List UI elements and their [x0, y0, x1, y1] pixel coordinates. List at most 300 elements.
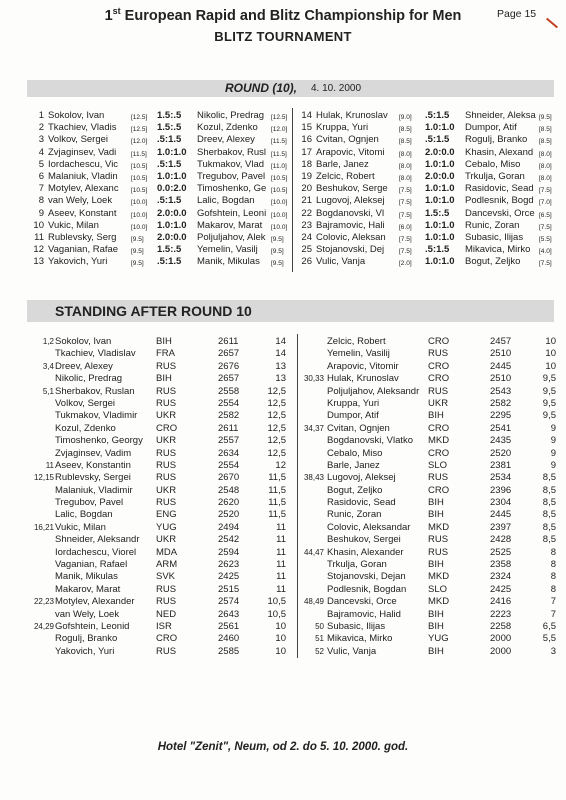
points: 12 — [275, 459, 286, 471]
white-rating: [10.5] — [131, 187, 148, 195]
standing-row — [298, 522, 566, 534]
points: 12,5 — [267, 385, 286, 397]
black-player: Timoshenko, Ge — [197, 183, 267, 195]
black-rating: [10.0] — [271, 199, 288, 207]
standing-row — [26, 460, 296, 472]
rating: 2304 — [490, 497, 512, 509]
pairing-row — [298, 244, 560, 256]
white-rating: [9.5] — [131, 248, 144, 256]
board-number: 16 — [301, 134, 312, 146]
points: 11 — [276, 534, 286, 546]
pairing-row — [298, 159, 560, 171]
white-player: Kruppa, Yuri — [316, 122, 369, 134]
federation: RUS — [156, 385, 177, 397]
black-rating: [9.5] — [539, 114, 552, 121]
pairing-row — [298, 208, 560, 220]
player-name: Tkachiev, Vladislav — [55, 348, 136, 360]
rating: 2585 — [218, 645, 240, 657]
white-player: Bogdanovski, Vl — [316, 207, 385, 219]
black-player: Gofshtein, Leoni — [197, 207, 267, 219]
black-player: Yemelin, Vasilj — [197, 244, 258, 256]
federation: UKR — [156, 534, 177, 546]
points: 8,5 — [542, 534, 556, 546]
player-name: Runic, Zoran — [327, 509, 382, 521]
game-score: .5:1.5 — [425, 134, 450, 146]
federation: RUS — [428, 534, 449, 546]
standing-row — [298, 534, 566, 546]
points: 11,5 — [268, 472, 286, 484]
board-number: 6 — [38, 170, 44, 182]
points: 11,5 — [268, 484, 286, 496]
points: 9,5 — [542, 397, 556, 409]
white-player: Vukic, Milan — [48, 219, 99, 231]
player-name: Hulak, Krunoslav — [327, 373, 399, 385]
federation: CRO — [428, 360, 450, 372]
federation: BIH — [428, 559, 444, 571]
black-player: Khasin, Alexand — [465, 146, 534, 158]
points: 8 — [550, 583, 556, 595]
rating: 2561 — [218, 620, 240, 632]
player-name: Khasin, Alexander — [327, 546, 404, 558]
game-score: 1.5:.5 — [157, 110, 182, 121]
rating: 2510 — [490, 348, 512, 360]
white-player: Arapovic, Vitomi — [316, 146, 385, 158]
game-score: 2.0:0.0 — [157, 231, 187, 243]
black-rating: [9.5] — [271, 235, 284, 243]
points: 9 — [550, 459, 556, 471]
rating: 2657 — [218, 373, 240, 385]
points: 12,5 — [267, 410, 286, 422]
black-player: Dreev, Alexey — [197, 134, 255, 146]
standing-row — [298, 423, 566, 435]
game-score: .5:1.5 — [425, 244, 450, 256]
points: 11 — [276, 583, 286, 595]
player-name: Gofshtein, Leonid — [55, 620, 130, 632]
black-player: Lalic, Bogdan — [197, 195, 255, 207]
points: 11 — [276, 521, 286, 533]
white-rating: [9.5] — [131, 260, 144, 268]
white-player: Bajramovic, Hali — [316, 219, 385, 231]
white-rating: [7.5] — [399, 211, 412, 219]
black-player: Rasidovic, Sead — [465, 183, 534, 195]
points: 11,5 — [268, 509, 286, 521]
rank: 22,23 — [33, 597, 54, 607]
black-rating: [7.0] — [539, 199, 552, 207]
player-name: van Wely, Loek — [55, 608, 120, 620]
board-number: 10 — [33, 219, 44, 231]
points: 9 — [550, 422, 556, 434]
page-subtitle: BLITZ TOURNAMENT — [214, 29, 352, 44]
black-rating: [12.0] — [271, 126, 288, 134]
points: 8,5 — [542, 521, 556, 533]
standing-row — [26, 522, 296, 534]
points: 10 — [275, 620, 286, 632]
points: 9,5 — [542, 385, 556, 397]
standing-row — [26, 584, 296, 596]
white-player: Volkov, Sergei — [48, 134, 109, 146]
black-player: Podlesnik, Bogd — [465, 195, 534, 207]
pairing-row — [298, 220, 560, 232]
standing-row — [298, 398, 566, 410]
white-player: Tkachiev, Vladis — [48, 122, 117, 134]
rating: 2534 — [490, 472, 512, 484]
points: 7 — [550, 608, 556, 620]
standing-row — [26, 497, 296, 509]
white-rating: [7.5] — [399, 235, 412, 243]
pairing-row — [298, 122, 560, 134]
board-number: 17 — [301, 146, 312, 158]
federation: RUS — [156, 472, 177, 484]
game-score: 1.0:1.0 — [157, 219, 187, 231]
rating: 2582 — [490, 397, 512, 409]
points: 10 — [545, 348, 556, 360]
pairing-row — [30, 244, 292, 256]
white-player: Zvjaginsev, Vadi — [48, 146, 117, 158]
board-number: 18 — [301, 158, 312, 170]
pairings-table-right — [298, 110, 560, 268]
points: 8,5 — [542, 497, 556, 509]
black-player: Bogut, Zeljko — [465, 256, 521, 268]
standing-row — [26, 485, 296, 497]
board-number: 24 — [301, 231, 312, 243]
black-rating: [11.5] — [271, 150, 287, 158]
player-name: Mikavica, Mirko — [327, 633, 393, 645]
game-score: 1.0:1.0 — [157, 170, 187, 182]
player-name: Beshukov, Sergei — [327, 534, 401, 546]
pairings-table-left — [30, 110, 292, 268]
board-number: 2 — [38, 122, 44, 134]
federation: UKR — [156, 484, 177, 496]
federation: BIH — [428, 509, 444, 521]
standing-row — [26, 571, 296, 583]
player-name: Manik, Mikulas — [55, 571, 118, 583]
federation: BIH — [428, 620, 444, 632]
black-player: Sherbakov, Rusl — [197, 146, 266, 158]
standing-row — [26, 336, 296, 348]
white-player: Aseev, Konstant — [48, 207, 117, 219]
rating: 2494 — [218, 521, 240, 533]
rating: 2425 — [490, 583, 512, 595]
black-rating: [4.0] — [539, 248, 552, 256]
standing-row — [26, 547, 296, 559]
black-rating: [9.5] — [271, 248, 284, 256]
federation: CRO — [428, 484, 450, 496]
white-player: Vulic, Vanja — [316, 256, 366, 268]
standing-row — [298, 336, 566, 348]
player-name: Subasic, Ilijas — [327, 620, 386, 632]
player-name: Zelcic, Robert — [327, 336, 386, 347]
federation: SLO — [428, 459, 448, 471]
rating: 2548 — [218, 484, 240, 496]
player-name: Volkov, Sergei — [55, 397, 116, 409]
white-player: Zelcic, Robert — [316, 170, 375, 182]
white-player: Barle, Janez — [316, 158, 369, 170]
federation: BIH — [156, 373, 172, 385]
black-player: Dancevski, Orce — [465, 207, 535, 219]
player-name: Bajramovic, Halid — [327, 608, 401, 620]
white-player: Motylev, Alexanc — [48, 183, 119, 195]
player-name: Rogulj, Branko — [55, 633, 118, 645]
player-name: Tregubov, Pavel — [55, 497, 124, 509]
black-player: Kozul, Zdenko — [197, 122, 258, 134]
game-score: 1.0:1.0 — [157, 146, 187, 158]
points: 10,5 — [267, 596, 286, 608]
rank: 11 — [45, 460, 54, 470]
points: 9 — [550, 447, 556, 459]
white-player: Vaganian, Rafae — [48, 244, 119, 256]
points: 7 — [550, 596, 556, 608]
rating: 2611 — [218, 422, 239, 434]
pairing-row — [30, 208, 292, 220]
rating: 2515 — [218, 583, 240, 595]
game-score: 1.0:1.0 — [425, 122, 455, 134]
standing-heading: STANDING AFTER ROUND 10 — [55, 303, 252, 319]
board-number: 22 — [301, 207, 312, 219]
black-rating: [11.0] — [271, 162, 287, 170]
pairing-row — [30, 183, 292, 195]
rating: 2520 — [218, 509, 240, 521]
footer-venue: Hotel "Zenit", Neum, od 2. do 5. 10. 2000. god. — [157, 741, 409, 753]
board-number: 9 — [38, 207, 44, 219]
board-number: 7 — [38, 183, 44, 195]
standing-row — [26, 609, 296, 621]
federation: RUS — [156, 596, 177, 608]
federation: SLO — [428, 583, 448, 595]
player-name: Makarov, Marat — [55, 583, 121, 595]
white-rating: [6.0] — [399, 223, 412, 231]
points: 11,5 — [268, 497, 286, 509]
game-score: 1.0:1.0 — [425, 195, 455, 207]
game-score: 1.5:.5 — [157, 244, 182, 256]
game-score: 2.0:0.0 — [425, 146, 455, 158]
white-rating: [9.5] — [131, 235, 144, 243]
player-name: Dancevski, Orce — [327, 596, 397, 608]
game-score: .5:1.5 — [157, 134, 182, 146]
white-rating: [10.0] — [131, 211, 148, 219]
player-name: Kruppa, Yuri — [327, 397, 380, 409]
points: 10,5 — [267, 608, 286, 620]
standing-row — [26, 348, 296, 360]
board-number: 3 — [38, 134, 44, 146]
rank: 34,37 — [303, 423, 324, 433]
points: 12,5 — [267, 422, 286, 434]
player-name: Yemelin, Vasilij — [327, 348, 390, 360]
rating: 2558 — [218, 385, 240, 397]
black-player: Mikavica, Mirko — [465, 244, 531, 256]
rating: 2554 — [218, 459, 240, 471]
player-name: Sokolov, Ivan — [55, 336, 112, 347]
board-number: 4 — [38, 146, 44, 158]
round-heading: ROUND (10), — [225, 81, 298, 95]
pairing-row — [30, 147, 292, 159]
game-score: .5:1.5 — [157, 195, 182, 207]
player-name: Vaganian, Rafael — [55, 559, 128, 571]
black-rating: [11.5] — [271, 138, 287, 146]
board-number: 12 — [33, 244, 44, 256]
federation: RUS — [428, 472, 449, 484]
standing-row — [298, 361, 566, 373]
rating: 2397 — [490, 521, 512, 533]
pairing-row — [30, 122, 292, 134]
federation: BIH — [428, 608, 444, 620]
federation: BIH — [428, 497, 444, 509]
white-rating: [8.0] — [399, 150, 412, 158]
player-name: Trkulja, Goran — [327, 559, 387, 571]
player-name: Tukmakov, Vladimir — [55, 410, 138, 422]
rating: 2557 — [218, 435, 240, 447]
player-name: Bogdanovski, Vlatko — [327, 435, 414, 447]
white-rating: [10.5] — [131, 174, 148, 182]
player-name: Stojanovski, Dejan — [327, 571, 406, 583]
rank: 48,49 — [303, 597, 324, 607]
federation: YUG — [428, 633, 449, 645]
rating: 2634 — [218, 447, 240, 459]
federation: UKR — [156, 410, 177, 422]
standing-row — [26, 559, 296, 571]
board-number: 15 — [301, 122, 312, 134]
black-player: Rogulj, Branko — [465, 134, 528, 146]
pairing-row — [298, 183, 560, 195]
game-score: 1.5:.5 — [425, 207, 450, 219]
standing-row — [298, 348, 566, 360]
standing-row — [26, 534, 296, 546]
standing-row — [26, 361, 296, 373]
federation: MDA — [156, 546, 178, 558]
page-title: 1st European Rapid and Blitz Championship for Men — [104, 6, 462, 24]
white-rating: [9.0] — [399, 114, 412, 121]
black-player: Subasic, Ilijas — [465, 231, 524, 243]
game-score: .5:1.5 — [157, 256, 182, 268]
rating: 2594 — [218, 546, 240, 558]
rating: 2457 — [490, 336, 512, 347]
player-name: Kozul, Zdenko — [55, 422, 116, 434]
black-player: Runic, Zoran — [465, 219, 520, 231]
rank: 5,1 — [42, 386, 54, 396]
game-score: .5:1.5 — [157, 158, 182, 170]
federation: RUS — [156, 360, 177, 372]
pairing-row — [298, 147, 560, 159]
pairing-row — [30, 110, 292, 122]
federation: UKR — [428, 397, 449, 409]
white-rating: [10.0] — [131, 199, 148, 207]
rating: 2611 — [218, 336, 239, 347]
federation: RUS — [428, 546, 449, 558]
standing-row — [298, 646, 566, 658]
white-player: Cvitan, Ognjen — [316, 134, 379, 146]
game-score: 1.0:1.0 — [425, 256, 455, 268]
game-score: 1.0:1.0 — [425, 231, 455, 243]
rating: 2258 — [490, 620, 512, 632]
black-rating: [8.5] — [539, 138, 552, 146]
white-rating: [12.5] — [131, 114, 148, 121]
rating: 2574 — [218, 596, 240, 608]
round-date: 4. 10. 2000 — [311, 83, 362, 94]
pairing-row — [298, 110, 560, 122]
rank: 52 — [315, 646, 324, 656]
rating: 2425 — [218, 571, 240, 583]
rating: 2657 — [218, 348, 240, 360]
player-name: Dreev, Alexey — [55, 360, 113, 372]
player-name: Sherbakov, Ruslan — [55, 385, 135, 397]
federation: FRA — [156, 348, 175, 360]
rating: 2623 — [218, 559, 240, 571]
black-rating: [7.5] — [539, 223, 552, 231]
federation: RUS — [156, 397, 177, 409]
black-player: Tukmakov, Vlad — [197, 158, 265, 170]
standing-row — [26, 398, 296, 410]
black-rating: [7.5] — [539, 187, 552, 195]
player-name: Cebalo, Miso — [327, 447, 383, 459]
white-rating: [8.5] — [399, 138, 412, 146]
points: 9 — [550, 435, 556, 447]
rating: 2324 — [490, 571, 512, 583]
player-name: Lalic, Bogdan — [55, 509, 113, 521]
player-name: Bogut, Zeljko — [327, 484, 383, 496]
rank: 12,15 — [33, 473, 54, 483]
standing-row — [298, 559, 566, 571]
white-rating: [10.0] — [131, 223, 148, 231]
player-name: Shneider, Aleksandr — [55, 534, 140, 546]
white-rating: [11.5] — [131, 150, 147, 158]
pairing-row — [298, 256, 560, 268]
federation: CRO — [428, 447, 450, 459]
white-player: Lugovoj, Aleksej — [316, 195, 385, 207]
black-player: Trkulja, Goran — [465, 170, 525, 182]
player-name: Rublevsky, Sergei — [55, 472, 131, 484]
federation: ISR — [156, 620, 172, 632]
board-number: 8 — [38, 195, 44, 207]
standing-row — [298, 386, 566, 398]
white-rating: [8.5] — [399, 126, 412, 134]
points: 8,5 — [542, 484, 556, 496]
standing-row — [26, 386, 296, 398]
game-score: 1.0:1.0 — [425, 158, 455, 170]
points: 3 — [550, 645, 556, 657]
standing-row — [26, 410, 296, 422]
standing-row — [298, 472, 566, 484]
federation: RUS — [428, 348, 449, 360]
pairing-row — [30, 232, 292, 244]
player-name: Yakovich, Yuri — [55, 645, 115, 657]
black-rating: [7.5] — [539, 260, 552, 268]
rank: 44,47 — [303, 547, 324, 557]
standings-table-right — [298, 336, 566, 658]
rating: 2460 — [218, 633, 240, 645]
game-score: .5:1.5 — [425, 110, 450, 121]
standing-row — [298, 621, 566, 633]
federation: NED — [156, 608, 177, 620]
federation: SVK — [156, 571, 176, 583]
rating: 2295 — [490, 410, 512, 422]
white-player: Colovic, Aleksan — [316, 231, 386, 243]
player-name: Vulic, Vanja — [327, 645, 377, 657]
white-player: Rublevsky, Serg — [48, 231, 117, 243]
white-rating: [10.5] — [131, 162, 148, 170]
board-number: 13 — [33, 256, 44, 268]
points: 8 — [550, 559, 556, 571]
standing-row — [298, 571, 566, 583]
pairing-row — [298, 134, 560, 146]
rating: 2520 — [490, 447, 512, 459]
board-number: 1 — [38, 110, 44, 121]
player-name: Rasidovic, Sead — [327, 497, 396, 509]
federation: YUG — [156, 521, 177, 533]
black-rating: [10.0] — [271, 211, 288, 219]
rating: 2525 — [490, 546, 512, 558]
rank: 30,33 — [303, 374, 324, 384]
white-player: Yakovich, Yuri — [48, 256, 108, 268]
standing-row — [298, 596, 566, 608]
